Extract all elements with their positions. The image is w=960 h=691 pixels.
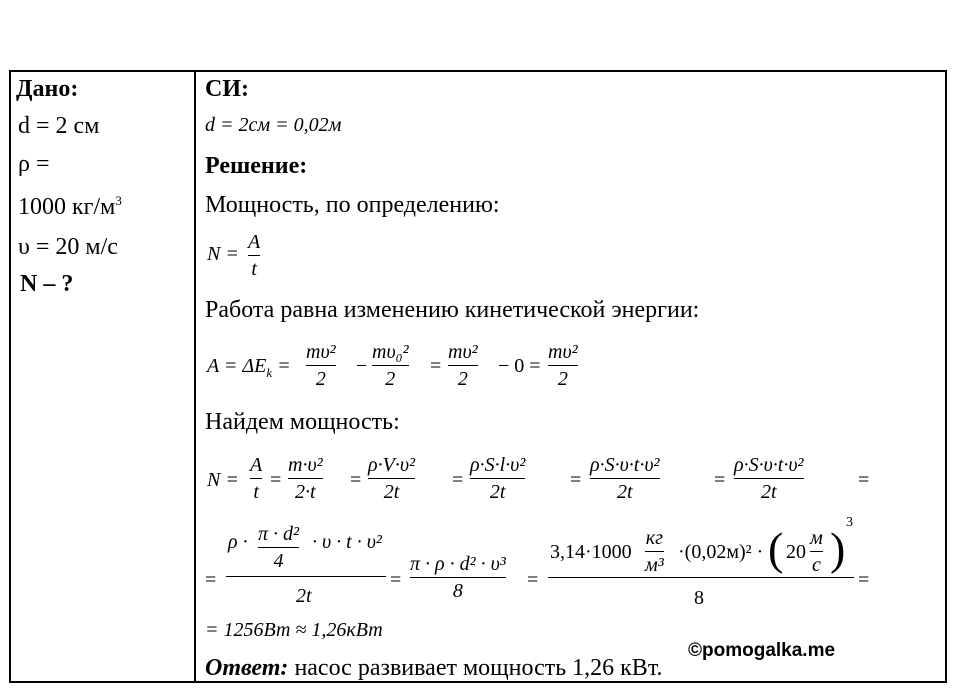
formula-chain-lhs: N = [207,469,239,491]
given-d: d = 2 см [18,113,100,139]
si-d-conversion: d = 2см = 0,02м [205,114,342,136]
formula-chain-eq-2: = [350,469,362,491]
given-rho-value: 1000 $кг/м^3$ [18,193,122,220]
formula-result: = 1256Вт ≈ 1,26кВт [205,619,383,641]
formula-numeric-exp: 3 [846,515,853,530]
si-header: СИ: [205,76,249,102]
formula-chain-eq-1: = [270,469,282,491]
formula-numeric-eq: = [858,569,870,591]
formula-work-frac-3: mυ² 2 [448,341,478,390]
formula-chain-eq-6: = [858,469,870,491]
formula-chain2-inner-frac: π · d² 4 [258,523,300,572]
answer-line [205,656,663,680]
formula-chain-eq-5: = [714,469,726,491]
formula-chain-eq-3: = [452,469,464,491]
formula-chain2-bar-1 [226,576,386,577]
given-header: Дано: [16,76,79,102]
formula-work-frac-2: mυ₀² 2 [372,341,409,390]
formula-chain2-eq-2: = [527,569,539,591]
answer-text: насос развивает мощность 1,26 кВт. [294,655,663,681]
formula-chain-frac-5: ρ·S·υ·t·υ² 2t [590,454,660,503]
formula-power-fraction: A t [248,231,261,280]
formula-chain-eq-4: = [570,469,582,491]
formula-work-frac-1: mυ² 2 [306,341,336,390]
formula-chain-frac-6: ρ·S·υ·t·υ² 2t [734,454,804,503]
solution-header: Решение: [205,153,308,179]
formula-chain2-eq-1: = [390,569,402,591]
formula-numeric-speed: 20 [786,541,806,563]
formula-work-eq-2: = [430,355,442,377]
formula-chain2-den-1: 2t [296,585,312,607]
formula-chain2-eq-0: = [205,569,217,591]
formula-numeric-paren-close: ) [830,523,846,574]
answer-label: Ответ: [205,655,289,681]
solution-line-find-power: Найдем мощность: [205,409,400,435]
formula-chain2-frac-2: π · ρ · d² · υ³ 8 [410,553,506,602]
solution-line-power-definition: Мощность, по определению: [205,192,500,218]
formula-work-minus: − [356,355,368,377]
given-unknown: N – ? [20,271,74,297]
formula-numeric-paren-open: ( [768,523,784,574]
formula-work-frac-4: mυ² 2 [548,341,578,390]
formula-numeric-coef: 3,14·1000 [550,541,632,563]
formula-work-lhs: $A = \Delta E_k$ = [207,355,291,380]
solution-line-work-energy: Работа равна изменению кинетической энергии: [205,297,700,323]
formula-chain2-rho: ρ · [228,531,248,553]
formula-chain-frac-4: ρ·S·l·υ² 2t [470,454,526,503]
formula-numeric-den: 8 [694,587,704,609]
column-divider [194,70,196,683]
formula-chain-frac-1: A t [250,454,263,503]
given-v: υ = 20 м/с [18,234,118,260]
formula-chain2-tail: · υ · t · υ² [312,531,382,553]
formula-numeric-bar [548,577,854,578]
watermark: ©pomogalka.me [688,640,836,661]
formula-power-lhs: N = [207,243,239,265]
given-rho-label: ρ = [18,151,50,177]
formula-numeric-unit-density: кг м³ [645,527,664,576]
formula-chain-frac-3: ρ·V·υ² 2t [368,454,415,503]
formula-chain-frac-2: m·υ² 2·t [288,454,323,503]
formula-numeric-diameter: ·(0,02м)² · [678,541,764,563]
formula-work-tail: − 0 = [498,355,541,377]
formula-numeric-unit-speed: м с [810,527,823,576]
